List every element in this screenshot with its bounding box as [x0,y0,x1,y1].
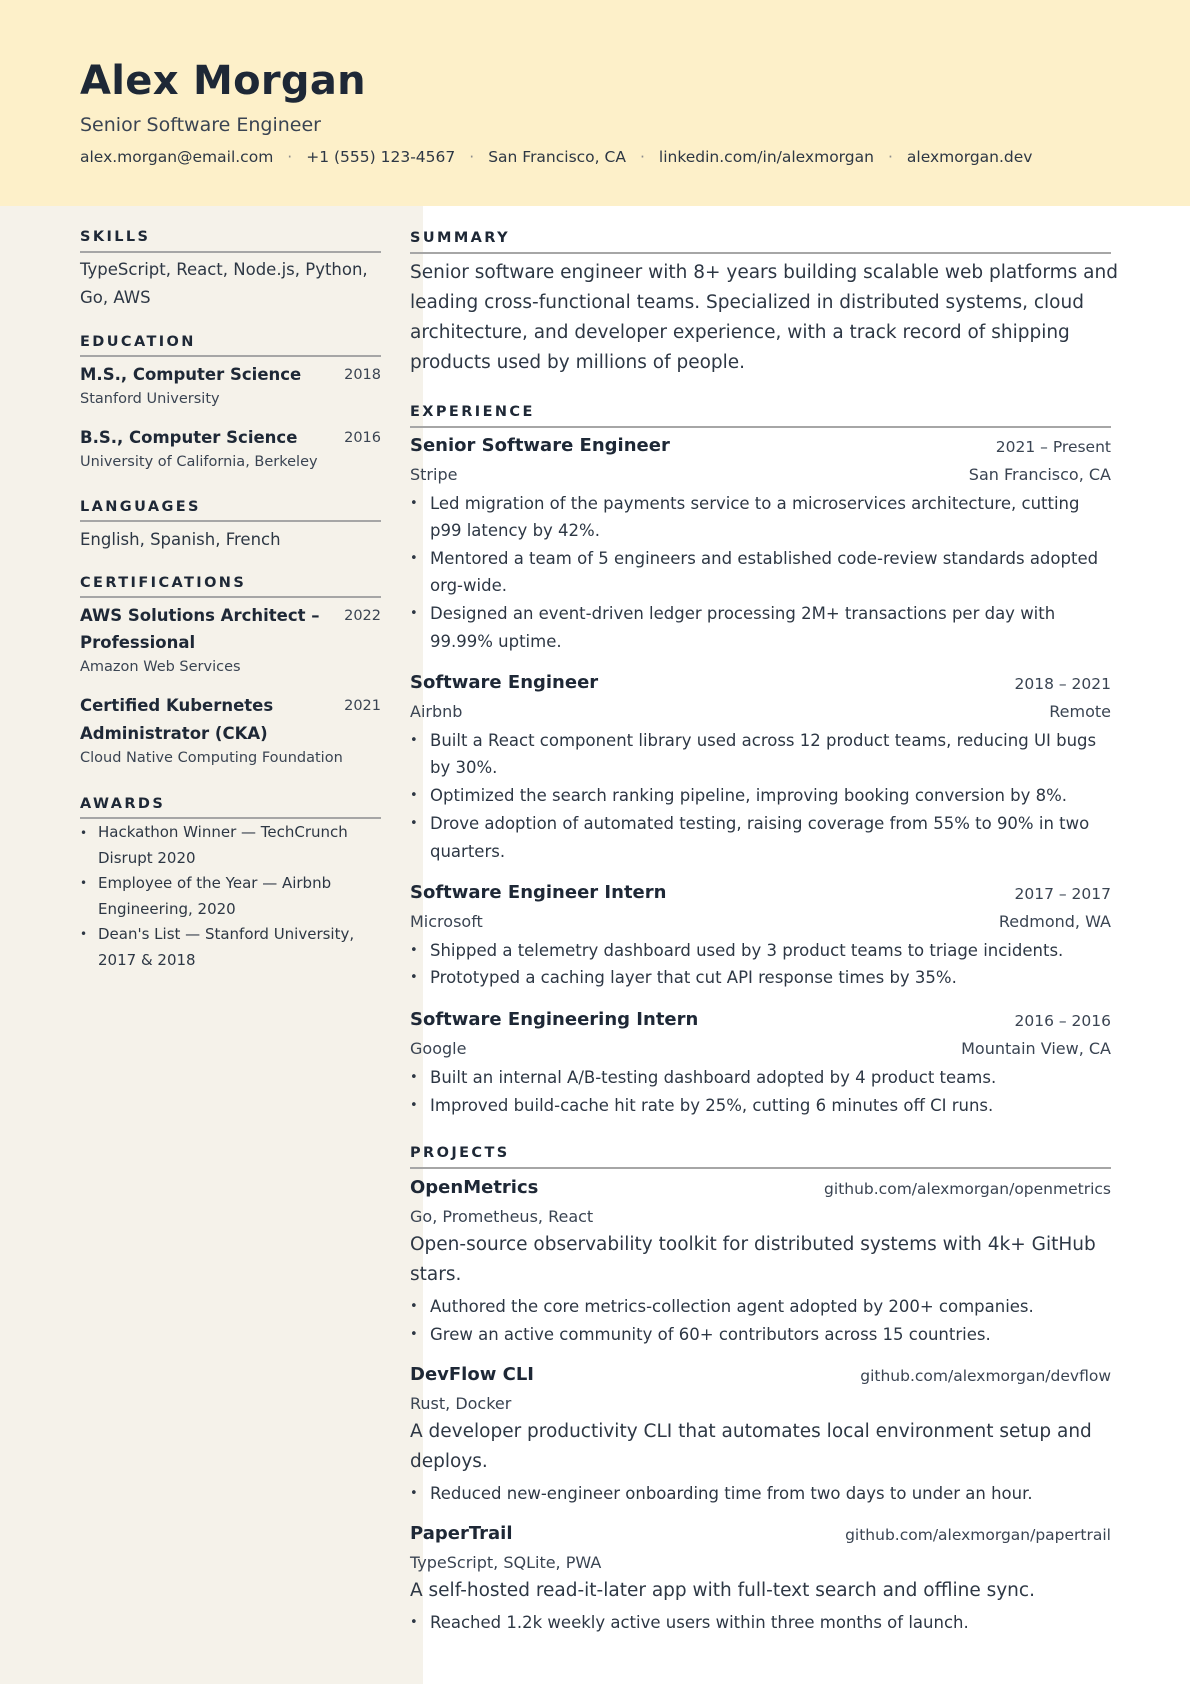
section-divider [80,596,381,598]
certification-name: AWS Solutions Architect – [80,606,320,625]
candidate-name: Alex Morgan [80,58,366,104]
certification-year: 2021 [344,698,381,714]
certification-name: Administrator (CKA) [80,724,268,743]
education-school: Stanford University [80,391,220,407]
project-description: A self-hosted read-it-later app with full-text search and offline sync. [410,1580,1035,1601]
contact-location: San Francisco, CA [488,148,626,166]
section-divider [410,252,1111,254]
resume-header [0,0,1190,206]
education-degree: M.S., Computer Science [80,365,302,384]
bullet-icon: • [410,1098,418,1113]
bullet-icon: • [410,1486,418,1501]
skills-heading: SKILLS [80,229,151,245]
certification-name: Professional [80,633,196,652]
contact-website[interactable]: alexmorgan.dev [906,148,1033,166]
bullet-icon: • [410,606,418,621]
award-item: 2017 & 2018 [98,951,196,969]
job-bullet: p99 latency by 42%. [430,521,600,540]
award-item: Hackathon Winner — TechCrunch [98,823,348,841]
education-year: 2018 [344,367,381,383]
job-bullet: Shipped a telemetry dashboard used by 3 product teams to triage incidents. [430,941,1064,960]
bullet-icon: • [410,496,418,511]
project-description: deploys. [410,1451,488,1472]
award-item: Disrupt 2020 [98,849,196,867]
project-bullet: Grew an active community of 60+ contributors across 15 countries. [430,1325,991,1344]
project-stack: TypeScript, SQLite, PWA [410,1553,602,1572]
certification-issuer: Amazon Web Services [80,659,241,675]
job-title: Software Engineer Intern [410,882,667,903]
job-dates: 2018 – 2021 [1014,675,1111,693]
bullet-icon: • [410,816,418,831]
contact-linkedin[interactable]: linkedin.com/in/alexmorgan [658,148,874,166]
section-divider [80,251,381,253]
certification-issuer: Cloud Native Computing Foundation [80,750,343,766]
summary-heading: SUMMARY [410,230,510,246]
certification-name: Certified Kubernetes [80,696,274,715]
job-location: Mountain View, CA [961,1039,1111,1058]
project-name: PaperTrail [410,1523,513,1544]
bullet-icon: • [80,826,88,840]
job-bullet: org-wide. [430,576,507,595]
bullet-icon: • [410,551,418,566]
project-link[interactable]: github.com/alexmorgan/devflow [860,1367,1111,1385]
projects-heading: PROJECTS [410,1145,510,1161]
section-divider [80,355,381,357]
project-link[interactable]: github.com/alexmorgan/openmetrics [824,1180,1111,1198]
bullet-icon: • [410,970,418,985]
languages-text: English, Spanish, French [80,530,281,549]
job-bullet: Led migration of the payments service to a microservices architecture, cutting [430,494,1080,513]
job-bullet: Built an internal A/B-testing dashboard adopted by 4 product teams. [430,1068,997,1087]
job-dates: 2021 – Present [995,438,1111,456]
bullet-icon: • [410,1615,418,1630]
summary-text: architecture, and developer experience, with a track record of shipping [410,322,1070,343]
job-title: Software Engineering Intern [410,1009,699,1030]
job-title: Senior Software Engineer [410,435,670,456]
job-bullet: Mentored a team of 5 engineers and established code-review standards adopted [430,549,1099,568]
section-divider [80,817,381,819]
bullet-icon: • [410,943,418,958]
section-divider [80,520,381,522]
project-bullet: Authored the core metrics-collection agent adopted by 200+ companies. [430,1297,1034,1316]
experience-heading: EXPERIENCE [410,404,535,420]
job-company: Google [410,1039,467,1058]
contact-phone[interactable]: +1 (555) 123-4567 [306,148,456,166]
project-bullet: Reached 1.2k weekly active users within three months of launch. [430,1613,969,1632]
contact-line [80,148,1032,166]
job-dates: 2016 – 2016 [1014,1012,1111,1030]
job-bullet: by 30%. [430,758,498,777]
certifications-heading: CERTIFICATIONS [80,575,247,591]
job-bullet: Built a React component library used across 12 product teams, reducing UI bugs [430,731,1097,750]
contact-separator: · [639,148,645,166]
section-divider [410,426,1111,428]
certification-year: 2022 [344,608,381,624]
bullet-icon: • [80,876,88,890]
job-bullet: Drove adoption of automated testing, raising coverage from 55% to 90% in two [430,814,1090,833]
bullet-icon: • [410,1327,418,1342]
summary-text: Senior software engineer with 8+ years building scalable web platforms and [410,262,1118,283]
contact-separator: · [887,148,893,166]
project-stack: Rust, Docker [410,1394,512,1413]
contact-separator: · [287,148,293,166]
contact-separator: · [469,148,475,166]
job-title: Software Engineer [410,672,599,693]
job-dates: 2017 – 2017 [1014,885,1111,903]
project-description: A developer productivity CLI that automates local environment setup and [410,1421,1092,1442]
job-bullet: Prototyped a caching layer that cut API response times by 35%. [430,968,957,987]
job-company: Stripe [410,465,458,484]
project-link[interactable]: github.com/alexmorgan/papertrail [845,1526,1111,1544]
skills-text: Go, AWS [80,288,151,307]
summary-text: leading cross-functional teams. Specialized in distributed systems, cloud [410,292,1084,313]
bullet-icon: • [80,927,88,941]
job-bullet: quarters. [430,842,506,861]
project-bullet: Reduced new-engineer onboarding time from two days to under an hour. [430,1484,1033,1503]
candidate-title: Senior Software Engineer [80,114,321,136]
job-company: Microsoft [410,912,483,931]
project-description: Open-source observability toolkit for distributed systems with 4k+ GitHub [410,1234,1096,1255]
languages-heading: LANGUAGES [80,499,201,515]
award-item: Engineering, 2020 [98,900,236,918]
bullet-icon: • [410,788,418,803]
bullet-icon: • [410,733,418,748]
job-company: Airbnb [410,702,463,721]
project-name: OpenMetrics [410,1177,539,1198]
project-stack: Go, Prometheus, React [410,1207,594,1226]
bullet-icon: • [410,1070,418,1085]
bullet-icon: • [410,1299,418,1314]
summary-text: products used by millions of people. [410,352,746,373]
education-school: University of California, Berkeley [80,454,318,470]
job-location: Remote [1049,702,1111,721]
awards-heading: AWARDS [80,796,166,812]
job-location: San Francisco, CA [968,465,1111,484]
section-divider [410,1167,1111,1169]
education-degree: B.S., Computer Science [80,428,298,447]
award-item: Employee of the Year — Airbnb [98,874,332,892]
contact-email[interactable]: alex.morgan@email.com [80,148,274,166]
education-heading: EDUCATION [80,334,196,350]
project-description: stars. [410,1264,462,1285]
education-year: 2016 [344,430,381,446]
award-item: Dean's List — Stanford University, [98,925,355,943]
skills-text: TypeScript, React, Node.js, Python, [80,260,368,279]
job-location: Redmond, WA [998,912,1111,931]
job-bullet: Improved build-cache hit rate by 25%, cutting 6 minutes off CI runs. [430,1096,994,1115]
job-bullet: Designed an event-driven ledger processing 2M+ transactions per day with [430,604,1056,623]
job-bullet: 99.99% uptime. [430,632,562,651]
project-name: DevFlow CLI [410,1364,534,1385]
job-bullet: Optimized the search ranking pipeline, improving booking conversion by 8%. [430,786,1068,805]
